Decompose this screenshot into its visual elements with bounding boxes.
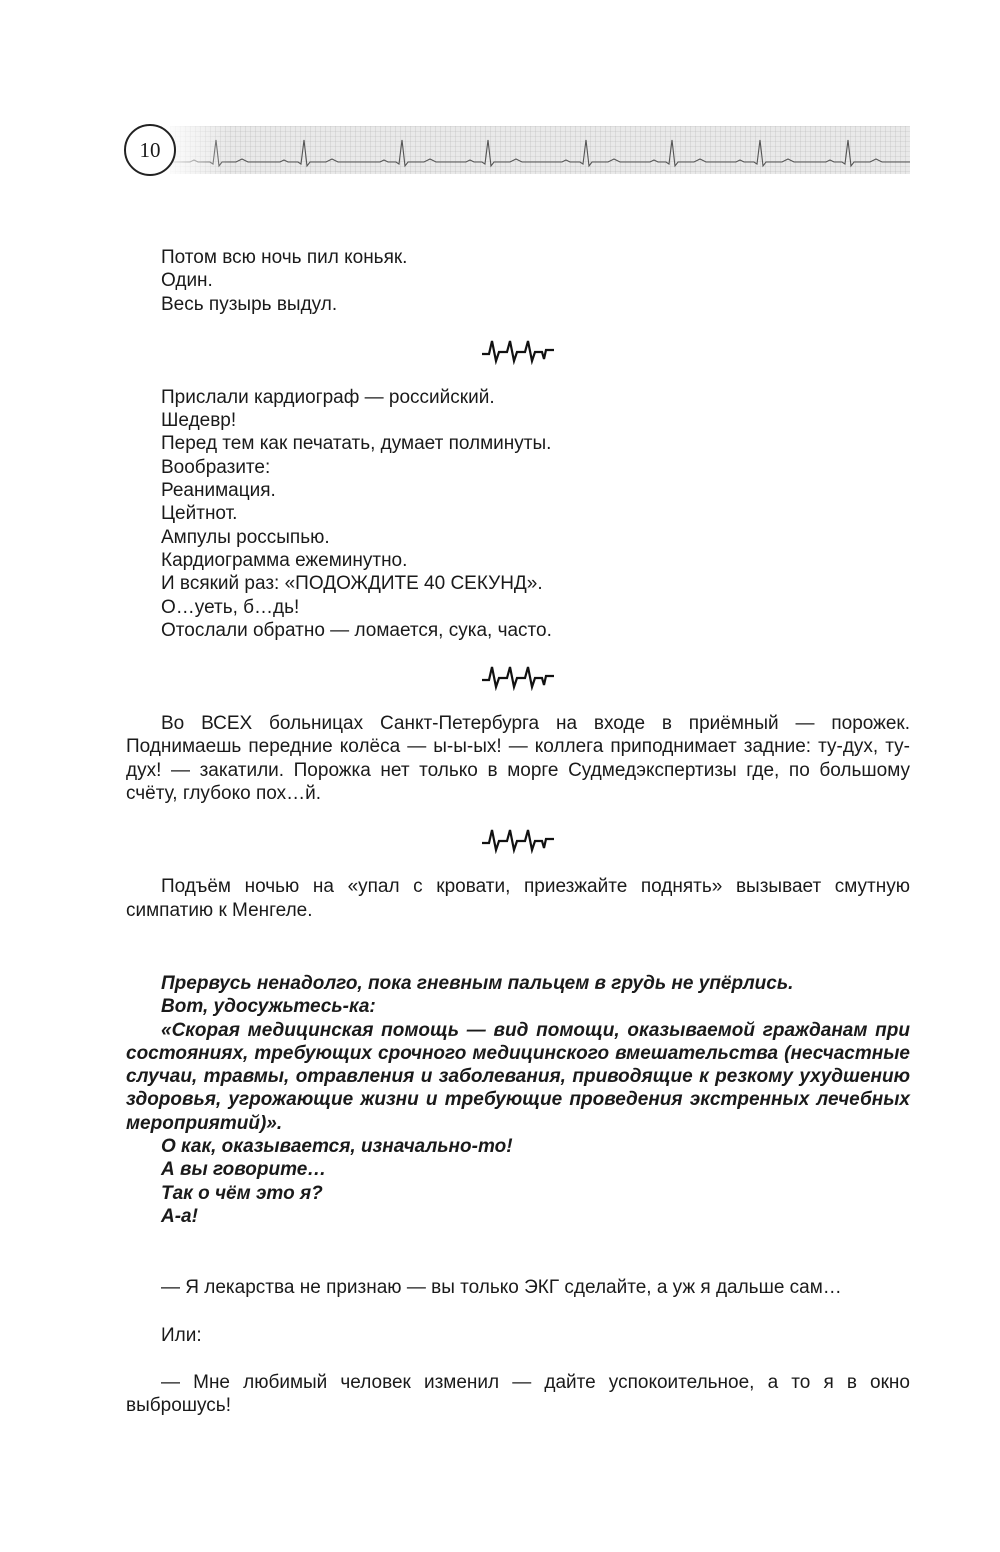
separator [126,316,910,386]
text-line: Весь пузырь выдул. [161,293,338,315]
dialogue-line: — Мне любимый человек изменил — дайте успокоительное, а то я в окно выброшусь! [126,1371,910,1417]
heartbeat-icon [480,663,556,691]
text-line: О…уеть, б…дь! [161,596,300,618]
text-line: О как, оказывается, изначально-то! [161,1136,513,1158]
separator [126,805,910,875]
text-line: Отослали обратно — ломается, сука, часто. [161,619,552,641]
text-line: Шедевр! [161,410,237,432]
ecg-strip-icon [170,126,910,174]
text-line: А-а! [161,1205,198,1227]
section-5 [126,1276,910,1417]
text-line: Вообразите: [161,456,271,478]
text-line: Перед тем как печатать, думает полминуты. [161,433,552,455]
text-line: Потом всю ночь пил коньяк. [161,247,408,268]
text-line: Вот, удосужьтесь-ка: [161,996,376,1018]
text-line: Кардиограмма ежеминутно. [161,549,408,571]
page-body [126,246,910,1417]
section-3-paragraph: Во ВСЕХ больницах Санкт-Петербурга на входе в приёмный — порожек. Поднимаешь передние колёса — ы-ы-ых! — коллега приподнимает задние: ту-дух, ту-дух! — закатили. Порожка нет только в морге Судмедэкспертизы где, по большому счёту, глубоко пох…й. [126,713,910,805]
text-line: Реанимация. [161,480,276,502]
heartbeat-icon [480,826,556,854]
page-number: 10 [124,124,176,176]
section-4-paragraph: Подъём ночью на «упал с кровати, приезжайте поднять» вызывает смутную симпатию к Менгеле. [126,876,910,921]
heartbeat-icon [480,337,556,365]
text-line: И всякий раз: «ПОДОЖДИТЕ 40 СЕКУНД». [161,573,543,595]
separator [126,642,910,712]
text-line: Ампулы россыпью. [161,526,330,548]
text-line: Один. [161,270,213,292]
dialogue-line: — Я лекарства не признаю — вы только ЭКГ сделайте, а уж я дальше сам… [161,1277,842,1299]
section-2 [126,386,910,642]
text-line: Или: [161,1324,202,1346]
page-header [124,124,910,176]
section-1 [126,246,910,316]
author-digression [126,972,910,1228]
text-line: Прервусь ненадолго, пока гневным пальцем в грудь не упёрлись. [161,972,794,994]
text-line: Так о чём это я? [161,1182,323,1204]
text-line: Прислали кардиограф — российский. [161,386,495,408]
definition-quote: «Скорая медицинская помощь — вид помощи, оказываемой гражданам при состояниях, требующих срочного медицинского вмешательства (несчастные случаи, травмы, отравления и заболевания, приводящие к резкому ухудшению здоровья, угрожающие жизни и требующие проведения экстренных лечебных мероприятий)». [126,1019,910,1134]
text-line: А вы говорите… [161,1159,327,1181]
text-line: Цейтнот. [161,503,238,525]
